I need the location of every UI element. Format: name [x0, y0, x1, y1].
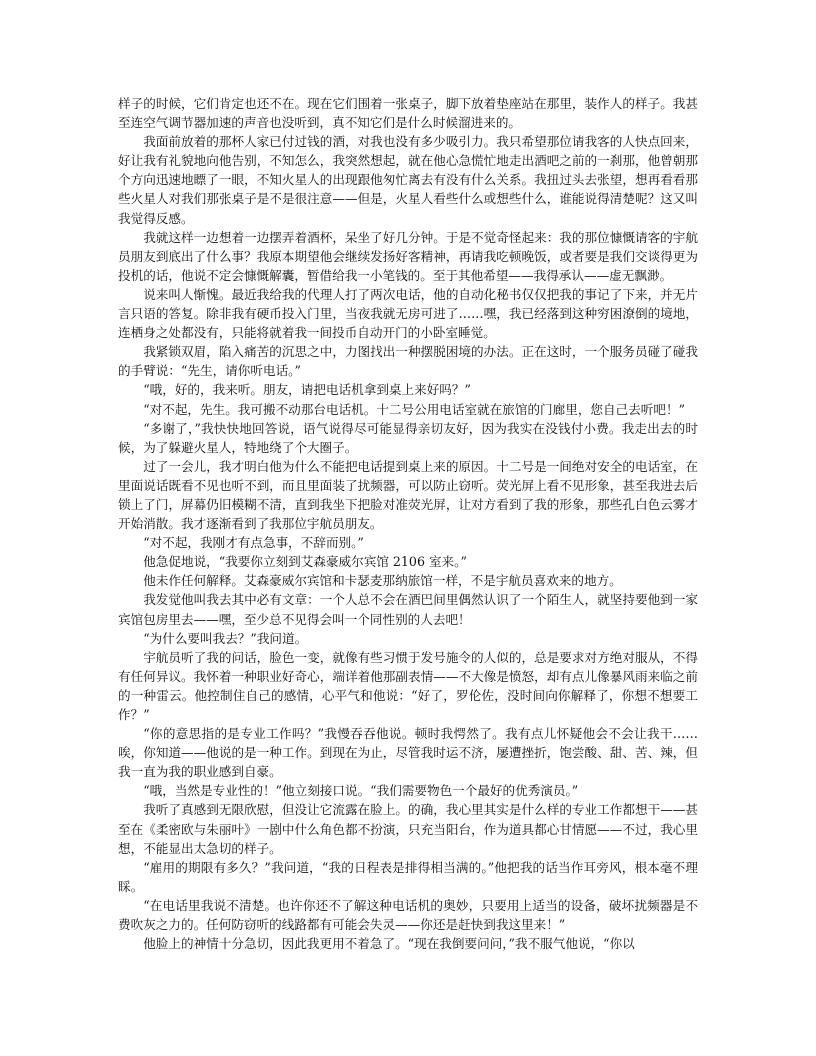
- paragraph-19: “雇用的期限有多久？”我问道，“我的日程表是排得相当满的。”他把我的话当作耳旁风，根本毫不理睬。: [118, 859, 698, 894]
- paragraph-10: “对不起，我刚才有点急事，不辞而别。”: [143, 535, 364, 551]
- paragraph-1: 样子的时候，它们肯定也还不在。现在它们围着一张桌子，脚下放着垫座站在那里，装作人的样子。我甚至连空气调节器加速的声音也没听到，真不知它们是什么时候溜进来的。: [118, 96, 698, 131]
- paragraph-16: “你的意思指的是专业工作吗？”我慢吞吞他说。顿时我愕然了。我有点儿怀疑他会不会让我干……唉，你知道——他说的是一种工作。到现在为止，尽管我时运不济，屡遭挫折，饱尝酸、甜、苦、辣，但我一直为我的职业感到自豪。: [118, 726, 698, 780]
- paragraph-18: 我听了真感到无限欣慰，但没让它流露在脸上。的确，我心里其实是什么样的专业工作都想干——甚至在《柔密欧与朱丽叶》一剧中什么角色都不扮演，只充当阳台，作为道具都心甘情愿——不过，我心里想，不能显出太急切的样子。: [118, 802, 698, 856]
- paragraph-14: “为什么要叫我去？”我问道。: [143, 630, 308, 646]
- paragraph-21: 他脸上的神情十分急切，因此我更用不着急了。“现在我倒要问问，”我不服气他说，“你以: [143, 936, 635, 952]
- paragraph-20: “在电话里我说不清楚。也许你还不了解这种电话机的奥妙，只要用上适当的设备，破坏扰频器是不费吹灰之力的。任何防窃听的线路都有可能会失灵——你还是赶快到我这里来！”: [118, 897, 698, 933]
- paragraph-17: “哦，当然是专业性的！”他立刻接口说。“我们需要物色一个最好的优秀演员。”: [143, 783, 579, 799]
- paragraph-11: 他急促地说，“我要你立刻到艾森豪威尔宾馆 2106 室来。”: [143, 554, 467, 570]
- paragraph-9: 过了一会儿，我才明白他为什么不能把电话提到桌上来的原因。十二号是一间绝对安全的电话室，在里面说话既看不见也听不到，而且里面装了扰频器，可以防止窃听。荧光屏上看不见形象，甚至我进去后锁上了门，屏幕仍旧模糊不清，直到我坐下把脸对准荧光屏，让对方看到了我的形象，那些孔白色云雾才开始消散。我才逐渐看到了我那位宇航员朋友。: [118, 458, 698, 532]
- document-page: [118, 94, 698, 953]
- paragraph-13: 我发觉他叫我去其中必有文章：一个人总不会在酒巴间里偶然认识了一个陌生人，就坚持要他到一家宾馆包房里去——嘿，至少总不见得会叫一个同性别的人去吧！: [118, 592, 698, 627]
- paragraph-12: 他未作任何解释。艾森豪威尔宾馆和卡瑟麦那纳旅馆一样，不是宇航员喜欢来的地方。: [143, 573, 622, 589]
- paragraph-6: “哦，好的，我来听。朋友，请把电话机拿到桌上来好吗？”: [143, 382, 471, 398]
- paragraph-15: 宇航员听了我的问话，脸色一变，就像有些习惯于发号施令的人似的，总是要求对方绝对服从，不得有任何异议。我怀着一种职业好奇心，端详着他那副表情——不大像是愤怒，却有点儿像暴风雨来临之前的一种雷云。他控制住自己的感情，心平气和他说：“好了，罗伦佐，没时间向你解释了，你想不想要工作？”: [118, 649, 698, 722]
- paragraph-4: 说来叫人惭愧。最近我给我的代理人打了两次电话，他的自动化秘书仅仅把我的事记了下来，并无片言只语的答复。除非我有硬币投入门里，当夜我就无房可进了……嘿，我已经落到这种穷困潦倒的境地，连栖身之处都没有，只能将就着我一间投币自动开门的小卧室睡觉。: [118, 286, 698, 341]
- paragraph-7: “对不起，先生。我可搬不动那台电话机。十二号公用电话室就在旅馆的门廊里，您自己去听吧！”: [143, 401, 686, 417]
- paragraph-3: 我就这样一边想着一边摆弄着酒杯，呆坐了好几分钟。于是不觉奇怪起来：我的那位慷慨请客的宇航员朋友到底出了什么事？我原本期望他会继续发扬好客精神，再请我吃顿晚饭，或者要是我们交谈得更为投机的话，他说不定会慷慨解囊，暂借给我一小笔钱的。至于其他希望——我得承认——虚无飘渺。: [118, 229, 698, 283]
- paragraph-5: 我紧锁双眉，陷入痛苦的沉思之中，力图找出一种摆脱困境的办法。正在这时，一个服务员碰了碰我的手臂说：“先生，请你听电话。”: [118, 344, 698, 379]
- paragraph-8: “多谢了，”我快快地回答说，语气说得尽可能显得亲切友好，因为我实在没钱付小费。我走出去的时候，为了躲避火星人，特地绕了个大圈子。: [118, 420, 698, 455]
- paragraph-2: 我面前放着的那杯人家已付过钱的酒，对我也没有多少吸引力。我只希望那位请我客的人快点回来，好让我有礼貌地向他告别，不知怎么，我突然想起，就在他心急慌忙地走出酒吧之前的一刹那，他曾朝那个方向迅速地瞟了一眼，不知火星人的出现跟他匆忙离去有没有什么关系。我扭过头去张望，想再看看那些火星人对我们那张桌子是不是很注意——但是，火星人看些什么或想些什么，谁能说得清楚呢？这又叫我觉得反感。: [118, 134, 698, 226]
